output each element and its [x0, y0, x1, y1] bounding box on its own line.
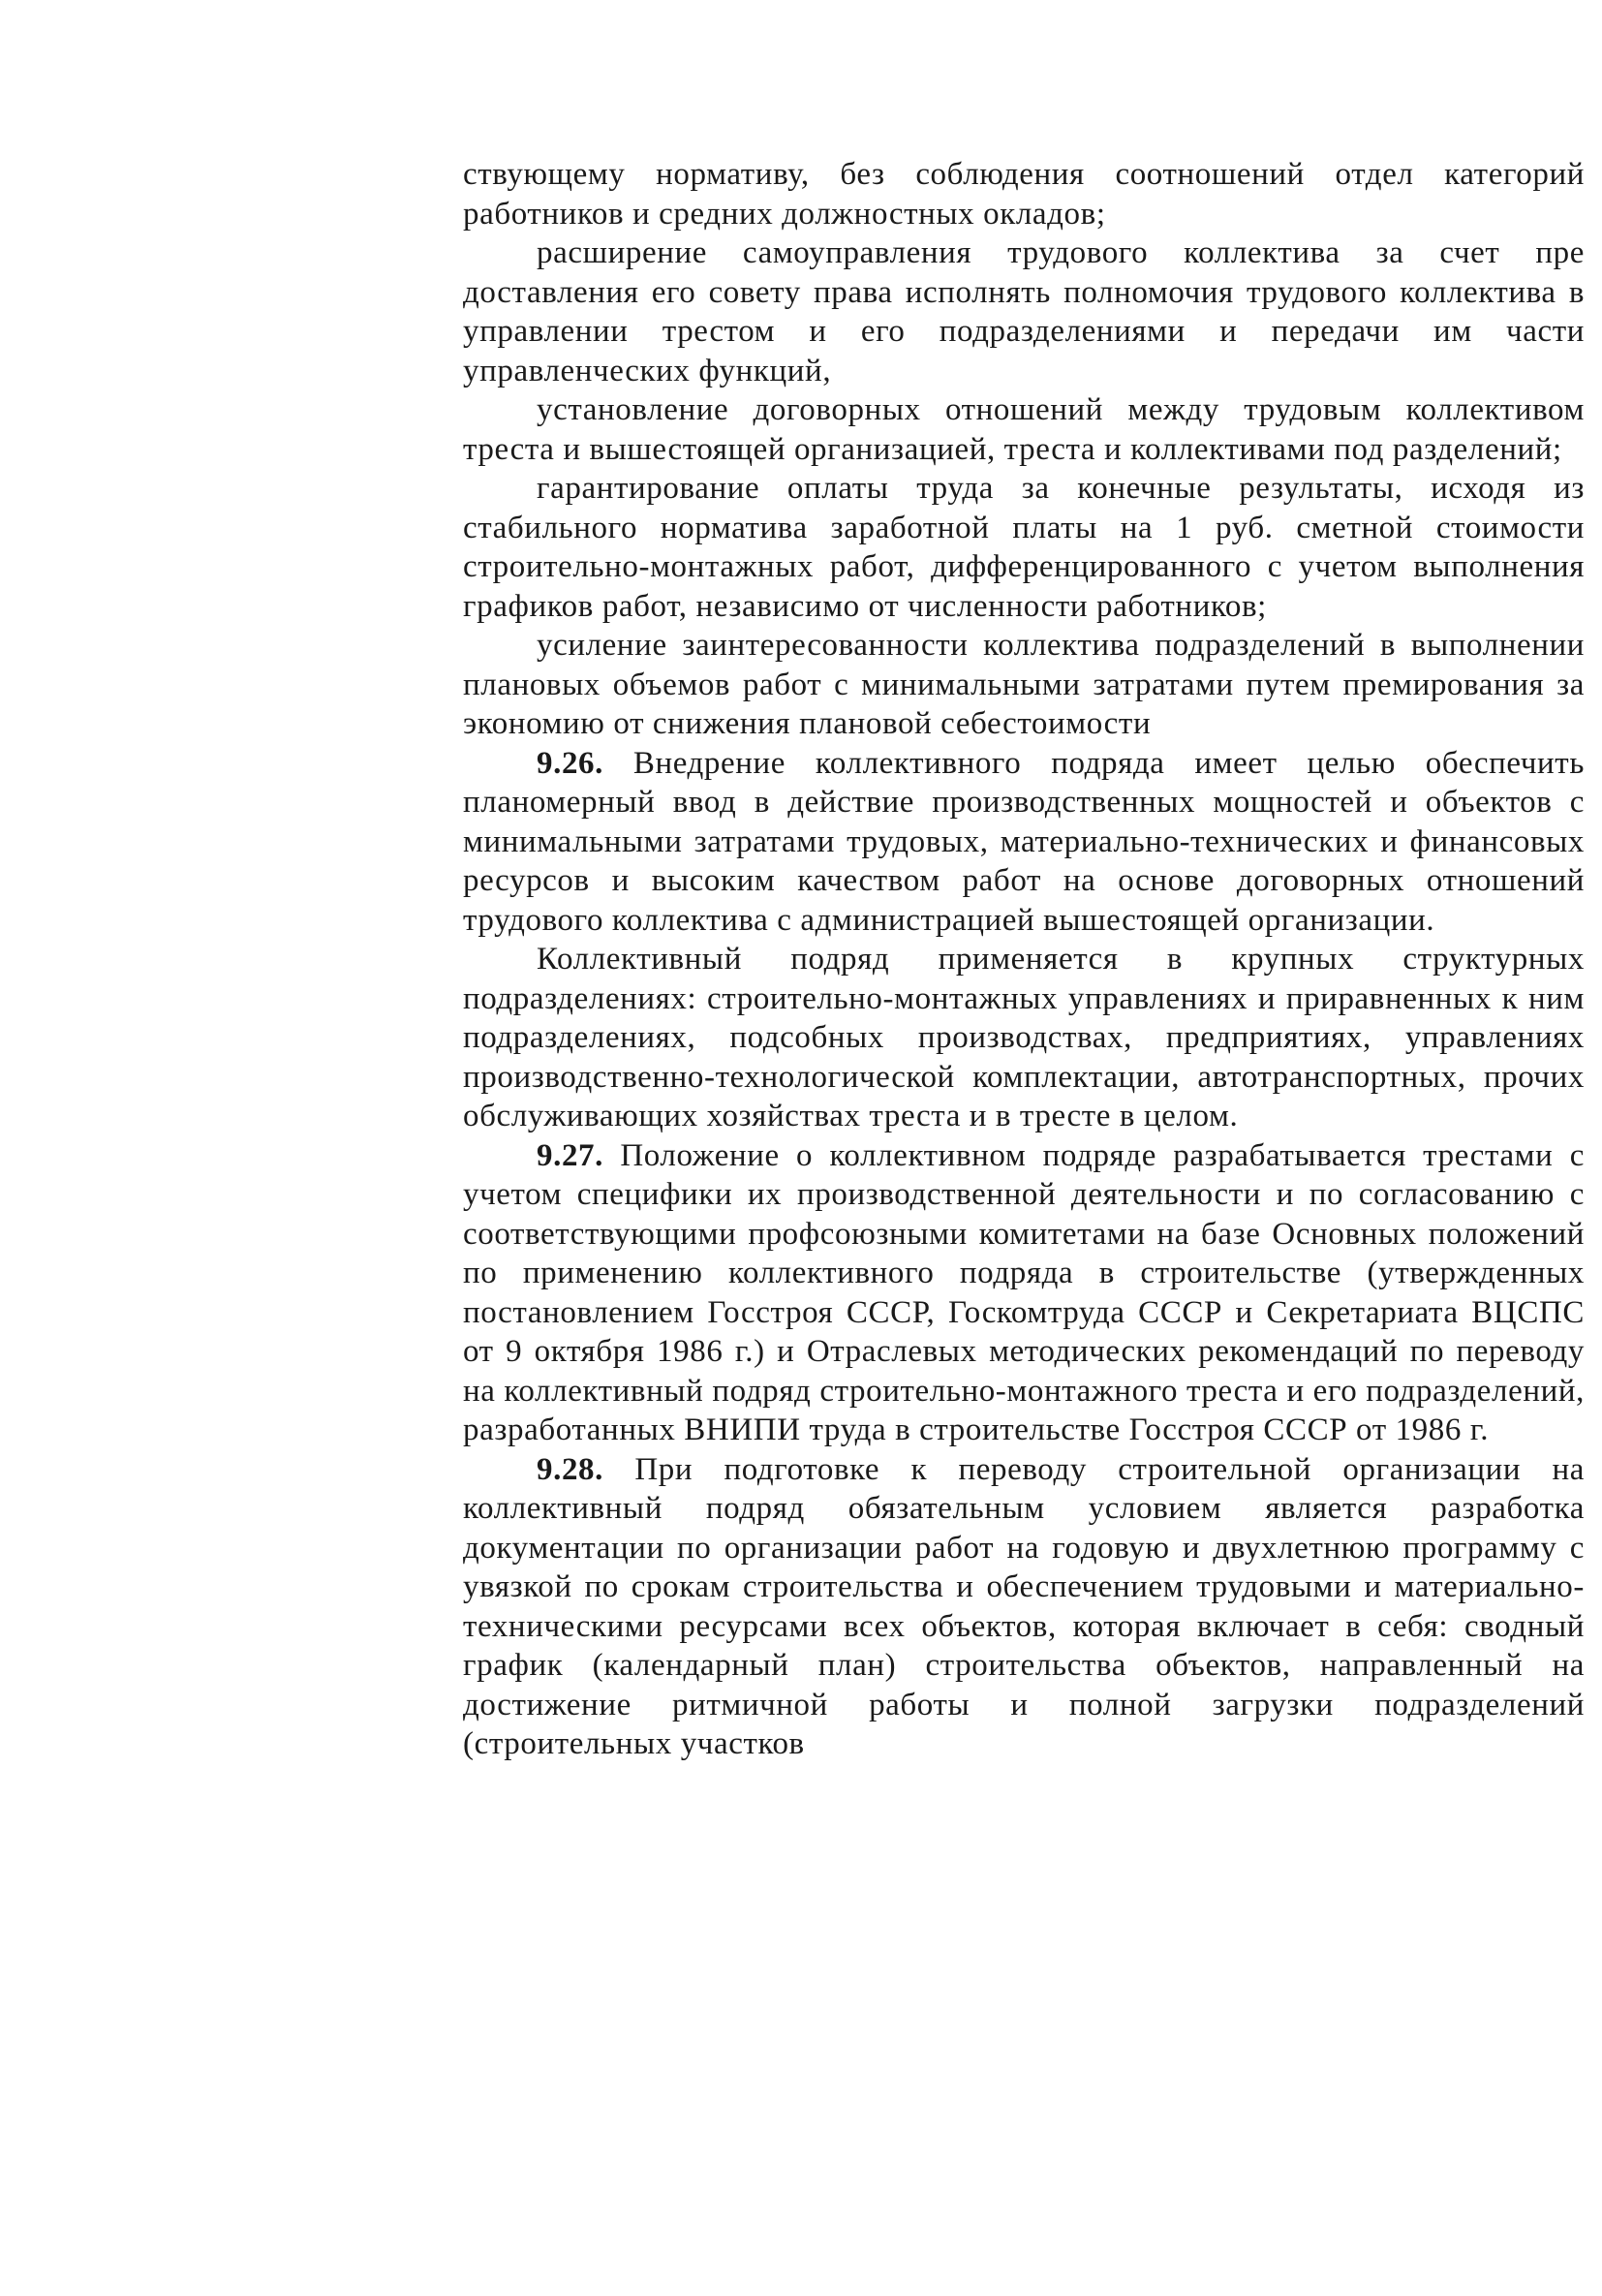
clause-9-26	[463, 744, 1585, 941]
paragraph-text: установление договорных отношений между трудовым коллективом треста и вышестоящей организацией, треста и коллективами под разделений;	[463, 392, 1585, 467]
clause-number: 9.28.	[537, 1451, 603, 1487]
clause-9-28	[463, 1450, 1585, 1764]
paragraph-text: ствующему нормативу, без соблюдения соотношений отдел категорий работников и средних должностных окладов;	[463, 157, 1585, 232]
paragraph-1	[463, 155, 1585, 233]
paragraph-text: расширение самоуправления трудового коллектива за счет пре доставления его совету права исполнять полномочия трудового коллектива в управлении трестом и его подразделениями и передачи им части управленческих функций,	[463, 235, 1585, 388]
clause-9-27	[463, 1136, 1585, 1450]
paragraph-4	[463, 469, 1585, 626]
paragraph-7	[463, 940, 1585, 1136]
paragraph-3	[463, 390, 1585, 469]
paragraph-text: Коллективный подряд применяется в крупных структурных подразделениях: строительно-монтажных управлениях и приравненных к ним подразделениях, подсобных производствах, предприятиях, управлениях производственно-технологической комплектации, автотранспортных, прочих обслуживающих хозяйствах треста и в тресте в целом.	[463, 942, 1585, 1133]
paragraph-text: Внедрение коллективного подряда имеет целью обеспечить планомерный ввод в действие производственных мощностей и объектов с минимальными затратами трудовых, материально-технических и финансовых ресурсов и высоким качеством работ на основе договорных отношений трудового коллектива с администрацией вышестоящей организации.	[463, 745, 1585, 938]
paragraph-5	[463, 626, 1585, 744]
paragraph-text: усиление заинтересованности коллектива подразделений в выполнении плановых объемов работ с минимальными затратами путем премирования за экономию от снижения плановой себестоимости	[463, 628, 1585, 741]
paragraph-text: Положение о коллективном подряде разрабатывается трестами с учетом специфики их производственной деятельности и по согласованию с соответствующими профсоюзными комитетами на базе Основных положений по применению коллективного подряда в строительстве (утвержденных постановлением Госстроя СССР, Госкомтруда СССР и Секретариата ВЦСПС от 9 октября 1986 г.) и Отраслевых методических рекомендаций по переводу на коллективный подряд строительно-монтажного треста и его подразделений, разработанных ВНИПИ труда в строительстве Госстроя СССР от 1986 г.	[463, 1137, 1585, 1447]
paragraph-text: При подготовке к переводу строительной организации на коллективный подряд обязательным условием является разработка документации по организации работ на годовую и двухлетнюю программу с увязкой по срокам строительства и обеспечением трудовыми и материально-техническими ресурсами всех объектов, которая включает в себя: сводный график (календарный план) строительства объектов, направленный на достижение ритмичной работы и полной загрузки подразделений (строительных участков	[463, 1451, 1585, 1761]
paragraph-2	[463, 233, 1585, 390]
clause-number: 9.27.	[537, 1137, 603, 1173]
document-page	[463, 155, 1585, 1764]
clause-number: 9.26.	[537, 745, 603, 781]
paragraph-text: гарантирование оплаты труда за конечные результаты, исходя из стабильного норматива заработной платы на 1 руб. сметной стоимости строительно-монтажных работ, дифференцированного с учетом выполнения графиков работ, независимо от численности работников;	[463, 471, 1585, 624]
